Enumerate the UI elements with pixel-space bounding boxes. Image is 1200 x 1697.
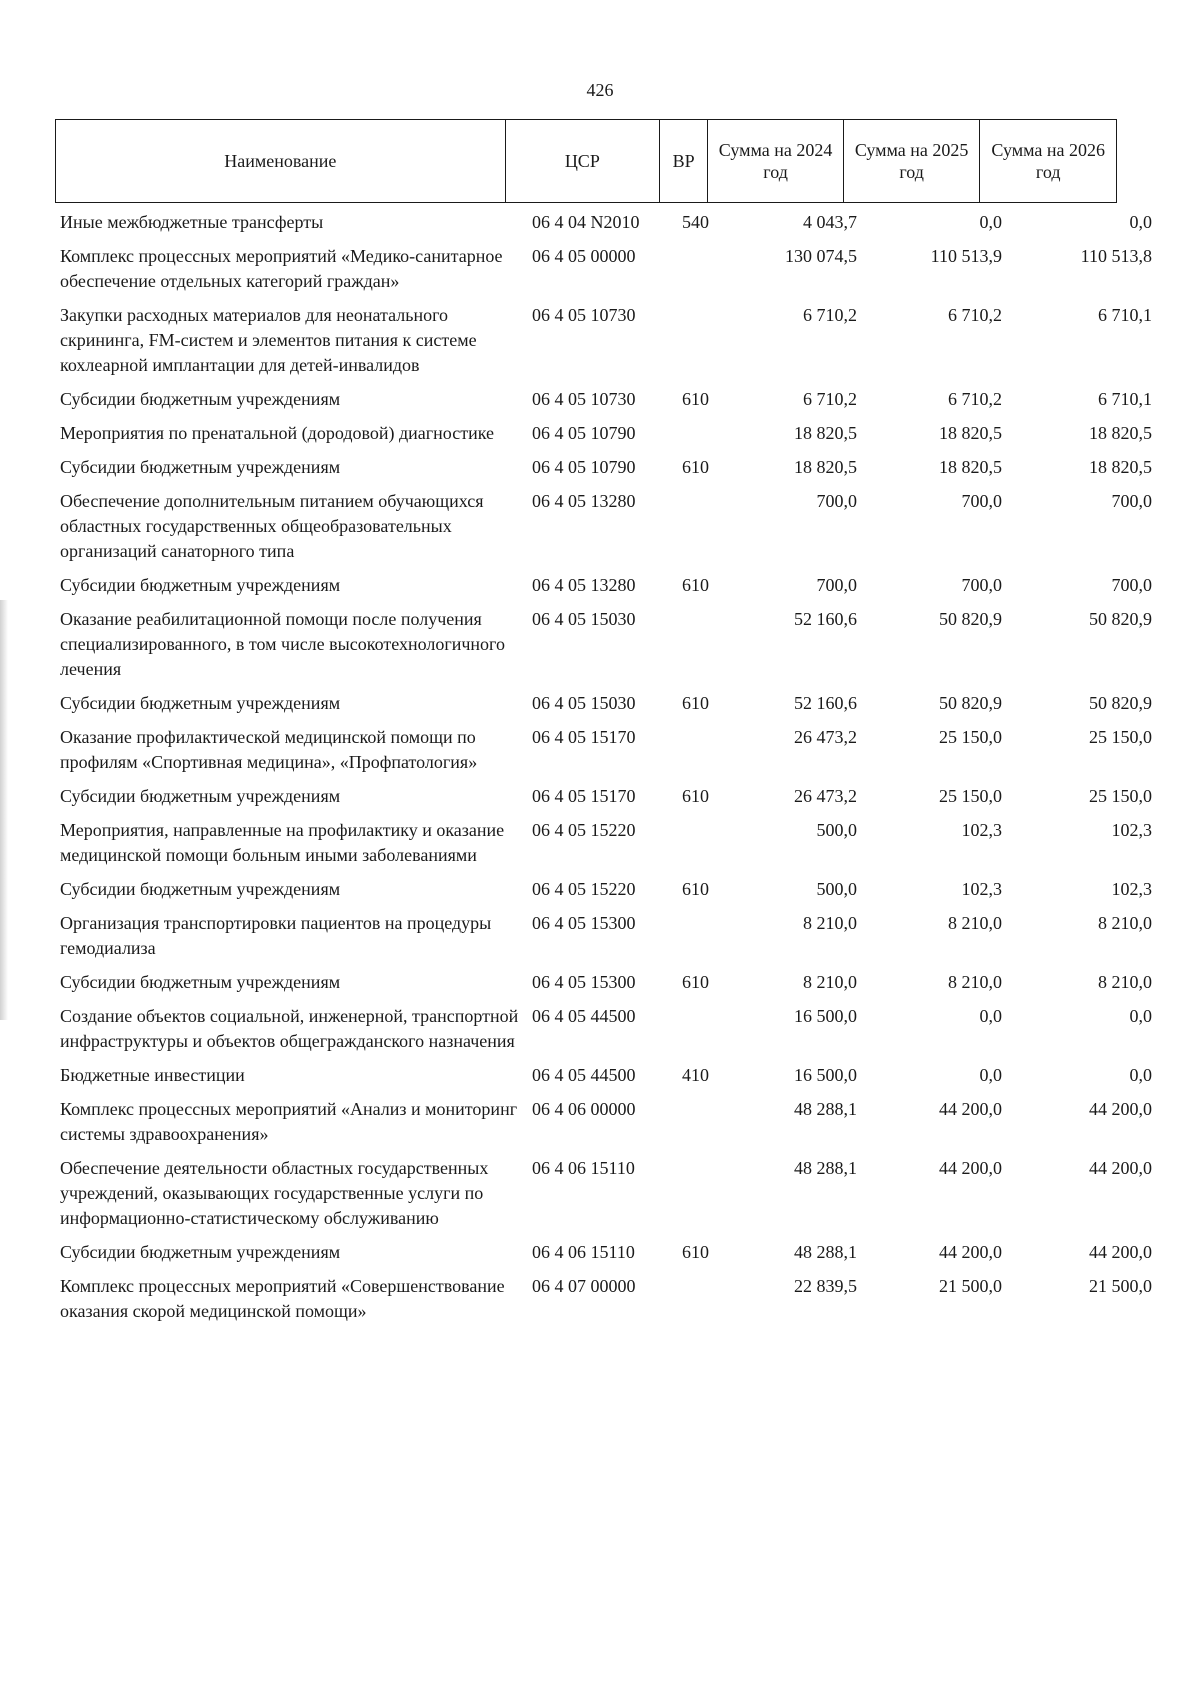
row-name: Субсидии бюджетным учреждениям (60, 1242, 341, 1262)
row-csr: 06 4 05 15220 (532, 879, 636, 899)
row-vr: 540 (682, 212, 709, 232)
row-amount-2025: 18 820,5 (939, 423, 1002, 443)
row-vr: 610 (682, 1242, 709, 1262)
table-body (60, 210, 1170, 1333)
table-row (60, 210, 1170, 235)
row-amount-2026: 25 150,0 (1089, 786, 1152, 806)
row-vr: 610 (682, 693, 709, 713)
table-row (60, 489, 1170, 564)
row-amount-2024: 700,0 (816, 575, 857, 595)
row-name: Обеспечение дополнительным питанием обучающихся областных государственных общеобразовательных организаций санаторного типа (60, 491, 484, 561)
row-csr: 06 4 05 00000 (532, 246, 636, 266)
table-row (60, 725, 1170, 775)
row-amount-2024: 48 288,1 (794, 1099, 857, 1119)
row-csr: 06 4 06 00000 (532, 1099, 636, 1119)
row-name: Мероприятия, направленные на профилактику и оказание медицинской помощи больным иными заболеваниями (60, 820, 505, 865)
table-row (60, 607, 1170, 682)
row-amount-2026: 18 820,5 (1089, 457, 1152, 477)
row-amount-2026: 102,3 (1111, 820, 1152, 840)
row-amount-2024: 500,0 (816, 879, 857, 899)
row-vr: 610 (682, 457, 709, 477)
table-row (60, 818, 1170, 868)
row-amount-2026: 44 200,0 (1089, 1242, 1152, 1262)
row-amount-2026: 110 513,8 (1080, 246, 1152, 266)
row-amount-2024: 16 500,0 (794, 1065, 857, 1085)
row-csr: 06 4 07 00000 (532, 1276, 636, 1296)
row-amount-2025: 44 200,0 (939, 1242, 1002, 1262)
row-amount-2026: 18 820,5 (1089, 423, 1152, 443)
row-amount-2024: 500,0 (816, 820, 857, 840)
table-row (60, 970, 1170, 995)
row-csr: 06 4 05 15030 (532, 693, 636, 713)
row-amount-2026: 0,0 (1129, 212, 1152, 232)
row-name: Комплекс процессных мероприятий «Медико-санитарное обеспечение отдельных категорий граждан» (60, 246, 503, 291)
row-csr: 06 4 04 N2010 (532, 212, 640, 232)
row-amount-2025: 0,0 (979, 1006, 1002, 1026)
scan-edge-shadow (0, 600, 8, 1020)
row-amount-2026: 44 200,0 (1089, 1099, 1152, 1119)
table-row (60, 1240, 1170, 1265)
row-name: Оказание реабилитационной помощи после получения специализированного, в том числе высокотехнологичного лечения (60, 609, 505, 679)
row-csr: 06 4 05 10790 (532, 423, 636, 443)
row-name: Субсидии бюджетным учреждениям (60, 457, 341, 477)
table-row (60, 1004, 1170, 1054)
row-name: Обеспечение деятельности областных государственных учреждений, оказывающих государственные услуги по информационно-статистическому обслуживанию (60, 1158, 489, 1228)
header-csr: ЦСР (505, 120, 659, 203)
row-amount-2026: 21 500,0 (1089, 1276, 1152, 1296)
row-amount-2026: 8 210,0 (1098, 913, 1152, 933)
row-amount-2026: 102,3 (1111, 879, 1152, 899)
row-name: Иные межбюджетные трансферты (60, 212, 324, 232)
row-amount-2024: 6 710,2 (803, 389, 857, 409)
row-amount-2025: 6 710,2 (948, 305, 1002, 325)
row-csr: 06 4 05 15220 (532, 820, 636, 840)
row-amount-2024: 52 160,6 (794, 693, 857, 713)
row-amount-2024: 6 710,2 (803, 305, 857, 325)
row-amount-2025: 25 150,0 (939, 727, 1002, 747)
row-amount-2025: 25 150,0 (939, 786, 1002, 806)
row-amount-2025: 44 200,0 (939, 1158, 1002, 1178)
header-2026: Сумма на 2026 год (980, 120, 1117, 203)
row-csr: 06 4 05 15300 (532, 972, 636, 992)
table-row (60, 387, 1170, 412)
row-amount-2024: 48 288,1 (794, 1242, 857, 1262)
row-csr: 06 4 05 44500 (532, 1065, 636, 1085)
row-amount-2026: 700,0 (1111, 575, 1152, 595)
row-csr: 06 4 06 15110 (532, 1242, 635, 1262)
header-2024: Сумма на 2024 год (708, 120, 844, 203)
row-name: Субсидии бюджетным учреждениям (60, 879, 341, 899)
table-row (60, 911, 1170, 961)
row-amount-2026: 6 710,1 (1098, 305, 1152, 325)
row-amount-2025: 50 820,9 (939, 693, 1002, 713)
row-amount-2024: 22 839,5 (794, 1276, 857, 1296)
row-vr: 610 (682, 575, 709, 595)
row-amount-2025: 0,0 (979, 1065, 1002, 1085)
table-row (60, 244, 1170, 294)
row-amount-2025: 6 710,2 (948, 389, 1002, 409)
row-name: Бюджетные инвестиции (60, 1065, 245, 1085)
table-row (60, 691, 1170, 716)
table-row (60, 784, 1170, 809)
row-name: Комплекс процессных мероприятий «Совершенствование оказания скорой медицинской помощи» (60, 1276, 505, 1321)
row-csr: 06 4 05 15170 (532, 786, 636, 806)
row-name: Создание объектов социальной, инженерной, транспортной инфраструктуры и объектов общегражданского назначения (60, 1006, 519, 1051)
table-row (60, 877, 1170, 902)
row-amount-2025: 21 500,0 (939, 1276, 1002, 1296)
row-amount-2026: 44 200,0 (1089, 1158, 1152, 1178)
row-amount-2025: 700,0 (961, 491, 1002, 511)
table-row (60, 1274, 1170, 1324)
row-csr: 06 4 05 13280 (532, 491, 636, 511)
table-row (60, 303, 1170, 378)
row-name: Субсидии бюджетным учреждениям (60, 972, 341, 992)
page-number: 426 (586, 80, 614, 100)
row-amount-2026: 0,0 (1129, 1006, 1152, 1026)
row-vr: 410 (682, 1065, 709, 1085)
row-amount-2024: 18 820,5 (794, 423, 857, 443)
row-amount-2024: 48 288,1 (794, 1158, 857, 1178)
row-amount-2025: 0,0 (979, 212, 1002, 232)
row-amount-2025: 102,3 (961, 879, 1002, 899)
table-header (55, 119, 1117, 203)
header-vr: ВР (660, 120, 708, 203)
row-amount-2024: 18 820,5 (794, 457, 857, 477)
row-csr: 06 4 06 15110 (532, 1158, 635, 1178)
row-name: Оказание профилактической медицинской помощи по профилям «Спортивная медицина», «Профпатология» (60, 727, 478, 772)
row-amount-2026: 25 150,0 (1089, 727, 1152, 747)
header-2025: Сумма на 2025 год (843, 120, 980, 203)
row-amount-2024: 52 160,6 (794, 609, 857, 629)
table-row (60, 573, 1170, 598)
row-amount-2024: 700,0 (816, 491, 857, 511)
row-vr: 610 (682, 879, 709, 899)
row-amount-2025: 18 820,5 (939, 457, 1002, 477)
row-amount-2025: 102,3 (961, 820, 1002, 840)
row-amount-2026: 0,0 (1129, 1065, 1152, 1085)
table-row (60, 1063, 1170, 1088)
row-csr: 06 4 05 15170 (532, 727, 636, 747)
row-amount-2026: 50 820,9 (1089, 609, 1152, 629)
row-name: Организация транспортировки пациентов на процедуры гемодиализа (60, 913, 492, 958)
row-name: Комплекс процессных мероприятий «Анализ и мониторинг системы здравоохранения» (60, 1099, 518, 1144)
row-amount-2025: 8 210,0 (948, 913, 1002, 933)
row-amount-2026: 50 820,9 (1089, 693, 1152, 713)
row-name: Субсидии бюджетным учреждениям (60, 786, 341, 806)
row-csr: 06 4 05 10730 (532, 305, 636, 325)
table-row (60, 455, 1170, 480)
row-amount-2024: 4 043,7 (803, 212, 857, 232)
header-name: Наименование (56, 120, 506, 203)
row-csr: 06 4 05 44500 (532, 1006, 636, 1026)
row-vr: 610 (682, 786, 709, 806)
table-row (60, 421, 1170, 446)
row-name: Субсидии бюджетным учреждениям (60, 693, 341, 713)
row-vr: 610 (682, 389, 709, 409)
row-amount-2024: 130 074,5 (785, 246, 857, 266)
row-csr: 06 4 05 15030 (532, 609, 636, 629)
row-name: Субсидии бюджетным учреждениям (60, 389, 341, 409)
row-amount-2024: 8 210,0 (803, 972, 857, 992)
row-csr: 06 4 05 10790 (532, 457, 636, 477)
table-row (60, 1156, 1170, 1231)
row-amount-2024: 16 500,0 (794, 1006, 857, 1026)
row-name: Мероприятия по пренатальной (дородовой) диагностике (60, 423, 494, 443)
row-amount-2025: 50 820,9 (939, 609, 1002, 629)
row-csr: 06 4 05 13280 (532, 575, 636, 595)
row-amount-2025: 700,0 (961, 575, 1002, 595)
row-amount-2026: 700,0 (1111, 491, 1152, 511)
row-name: Закупки расходных материалов для неонатального скрининга, FM-систем и элементов питания к системе кохлеарной имплантации для детей-инвалидов (60, 305, 477, 375)
row-amount-2026: 8 210,0 (1098, 972, 1152, 992)
row-csr: 06 4 05 15300 (532, 913, 636, 933)
row-amount-2024: 26 473,2 (794, 727, 857, 747)
row-amount-2025: 110 513,9 (930, 246, 1002, 266)
row-amount-2025: 44 200,0 (939, 1099, 1002, 1119)
row-amount-2024: 8 210,0 (803, 913, 857, 933)
row-csr: 06 4 05 10730 (532, 389, 636, 409)
row-amount-2024: 26 473,2 (794, 786, 857, 806)
row-amount-2025: 8 210,0 (948, 972, 1002, 992)
row-name: Субсидии бюджетным учреждениям (60, 575, 341, 595)
row-amount-2026: 6 710,1 (1098, 389, 1152, 409)
row-vr: 610 (682, 972, 709, 992)
table-row (60, 1097, 1170, 1147)
